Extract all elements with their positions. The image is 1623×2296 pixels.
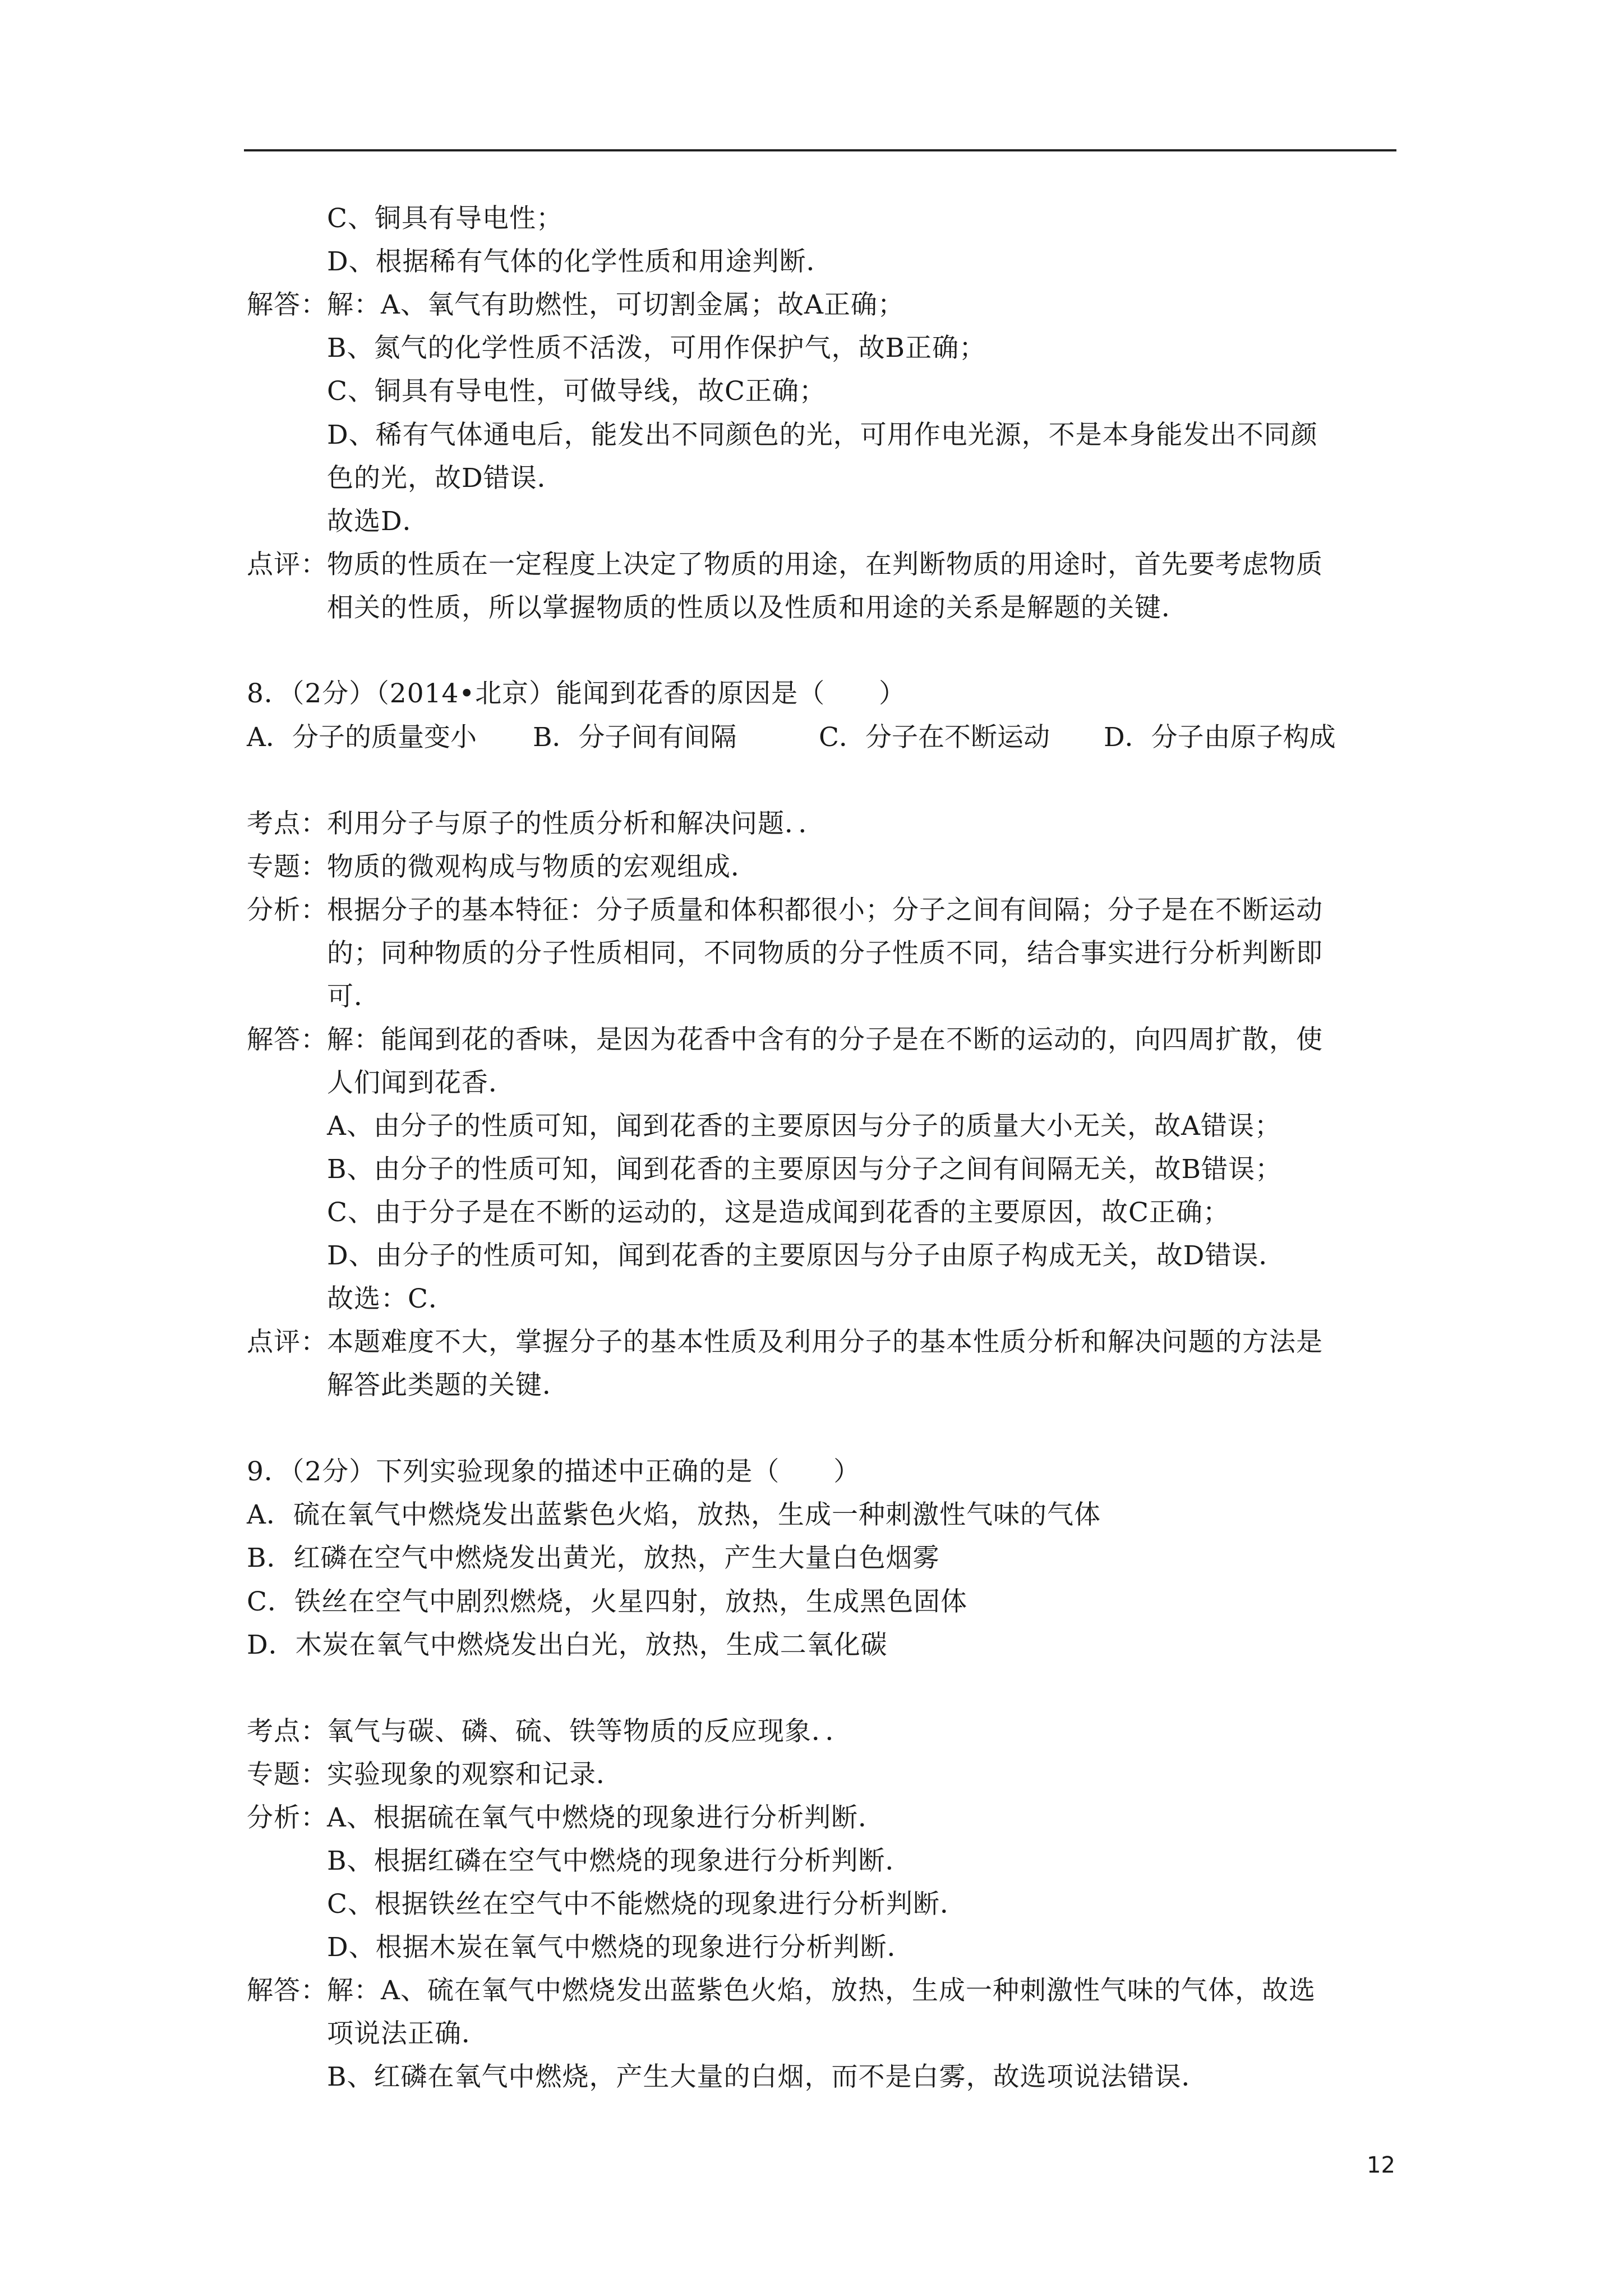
q8-answer-line: 人们闻到花香．: [327, 1068, 515, 1098]
q9-analysis-label: 分析：: [247, 1802, 328, 1833]
q8-comment-label: 点评：: [247, 1327, 328, 1358]
q9-zhuanti-label: 专题：: [247, 1759, 328, 1790]
q7-answer-line: D、稀有气体通电后，能发出不同颜色的光，可用作电光源，不是本身能发出不同颜: [327, 420, 1318, 450]
q9-analysis-line: D、根据木炭在氧气中燃烧的现象进行分析判断．: [327, 1932, 914, 1963]
q9-option-d: D．木炭在氧气中燃烧发出白光，放热，生成二氧化碳: [247, 1630, 888, 1660]
q8-analysis-label: 分析：: [247, 895, 328, 926]
q8-analysis-line: 根据分子的基本特征：分子质量和体积都很小；分子之间有间隔；分子是在不断运动: [327, 895, 1323, 926]
q8-option-b: B．分子间有间隔: [533, 722, 737, 753]
q8-option-a: A．分子的质量变小: [247, 722, 477, 753]
q8-analysis-line: 可．: [327, 981, 381, 1012]
q7-analysis-line-c: C、铜具有导电性；: [327, 203, 563, 234]
q8-answer-line: 解：能闻到花的香味，是因为花香中含有的分子是在不断的运动的，向四周扩散，使: [327, 1024, 1323, 1055]
q9-option-a: A．硫在氧气中燃烧发出蓝紫色火焰，放热，生成一种刺激性气味的气体: [247, 1499, 1101, 1530]
q7-answer-line: B、氮气的化学性质不活泼，可用作保护气，故B正确；: [327, 333, 986, 364]
q9-answer-label: 解答：: [247, 1975, 328, 2006]
q9-answer-line: 解：A、硫在氧气中燃烧发出蓝紫色火焰，放热，生成一种刺激性气味的气体，故选: [327, 1975, 1316, 2006]
q7-answer-line: 解：A、氧气有助燃性，可切割金属；故A正确；: [327, 289, 905, 320]
q8-zhuanti-label: 专题：: [247, 852, 328, 882]
q7-answer-line: 色的光，故D错误．: [327, 463, 564, 494]
q9-answer-line: 项说法正确．: [327, 2018, 488, 2049]
q9-stem: 9．（2分）下列实验现象的描述中正确的是（ ）: [247, 1456, 861, 1487]
q8-zhuanti: 物质的微观构成与物质的宏观组成．: [327, 852, 758, 882]
q8-answer-label: 解答：: [247, 1024, 328, 1055]
q8-comment-line: 本题难度不大，掌握分子的基本性质及利用分子的基本性质分析和解决问题的方法是: [327, 1327, 1323, 1358]
q8-answer-line: B、由分子的性质可知，闻到花香的主要原因与分子之间有间隔无关，故B错误；: [327, 1154, 1283, 1185]
q8-kaodian-label: 考点：: [247, 808, 328, 839]
q8-answer-line: D、由分子的性质可知，闻到花香的主要原因与分子由原子构成无关，故D错误．: [327, 1240, 1286, 1271]
q8-analysis-line: 的；同种物质的分子性质相同，不同物质的分子性质不同，结合事实进行分析判断即: [327, 938, 1323, 969]
q8-answer-line: C、由于分子是在不断的运动的，这是造成闻到花香的主要原因，故C正确；: [327, 1197, 1230, 1228]
q9-kaodian: 氧气与碳、磷、硫、铁等物质的反应现象．．: [327, 1716, 852, 1747]
header-rule: [244, 149, 1396, 151]
q9-answer-line: B、红磷在氧气中燃烧，产生大量的白烟，而不是白雾，故选项说法错误．: [327, 2062, 1209, 2092]
q9-analysis-line: A、根据硫在氧气中燃烧的现象进行分析判断．: [327, 1802, 885, 1833]
q7-comment-line: 物质的性质在一定程度上决定了物质的用途，在判断物质的用途时，首先要考虑物质: [327, 549, 1323, 580]
q7-analysis-line-d: D、根据稀有气体的化学性质和用途判断．: [327, 246, 833, 277]
q9-kaodian-label: 考点：: [247, 1716, 328, 1747]
q8-comment-line: 解答此类题的关键．: [327, 1370, 569, 1401]
q8-option-c: C．分子在不断运动: [819, 722, 1050, 753]
page-number: 12: [1367, 2152, 1395, 2178]
q8-answer-line: 故选：C．: [327, 1283, 455, 1314]
q9-analysis-line: B、根据红磷在空气中燃烧的现象进行分析判断．: [327, 1846, 912, 1876]
q9-analysis-line: C、根据铁丝在空气中不能燃烧的现象进行分析判断．: [327, 1889, 967, 1920]
q9-option-c: C．铁丝在空气中剧烈燃烧，火星四射，放热，生成黑色固体: [247, 1586, 967, 1617]
q8-answer-line: A、由分子的性质可知，闻到花香的主要原因与分子的质量大小无关，故A错误；: [327, 1111, 1281, 1142]
q7-answer-line: C、铜具有导电性，可做导线，故C正确；: [327, 376, 826, 407]
q8-kaodian: 利用分子与原子的性质分析和解决问题．．: [327, 808, 826, 839]
q7-answer-line: 故选D．: [327, 506, 430, 537]
q9-option-b: B．红磷在空气中燃烧发出黄光，放热，产生大量白色烟雾: [247, 1543, 940, 1573]
q7-comment-label: 点评：: [247, 549, 328, 580]
q8-option-d: D．分子由原子构成: [1104, 722, 1336, 753]
q9-zhuanti: 实验现象的观察和记录．: [327, 1759, 623, 1790]
q7-comment-line: 相关的性质，所以掌握物质的性质以及性质和用途的关系是解题的关键．: [327, 592, 1188, 623]
q7-answer-label: 解答：: [247, 289, 328, 320]
q8-stem: 8．（2分）（2014•北京）能闻到花香的原因是（ ）: [247, 678, 906, 709]
